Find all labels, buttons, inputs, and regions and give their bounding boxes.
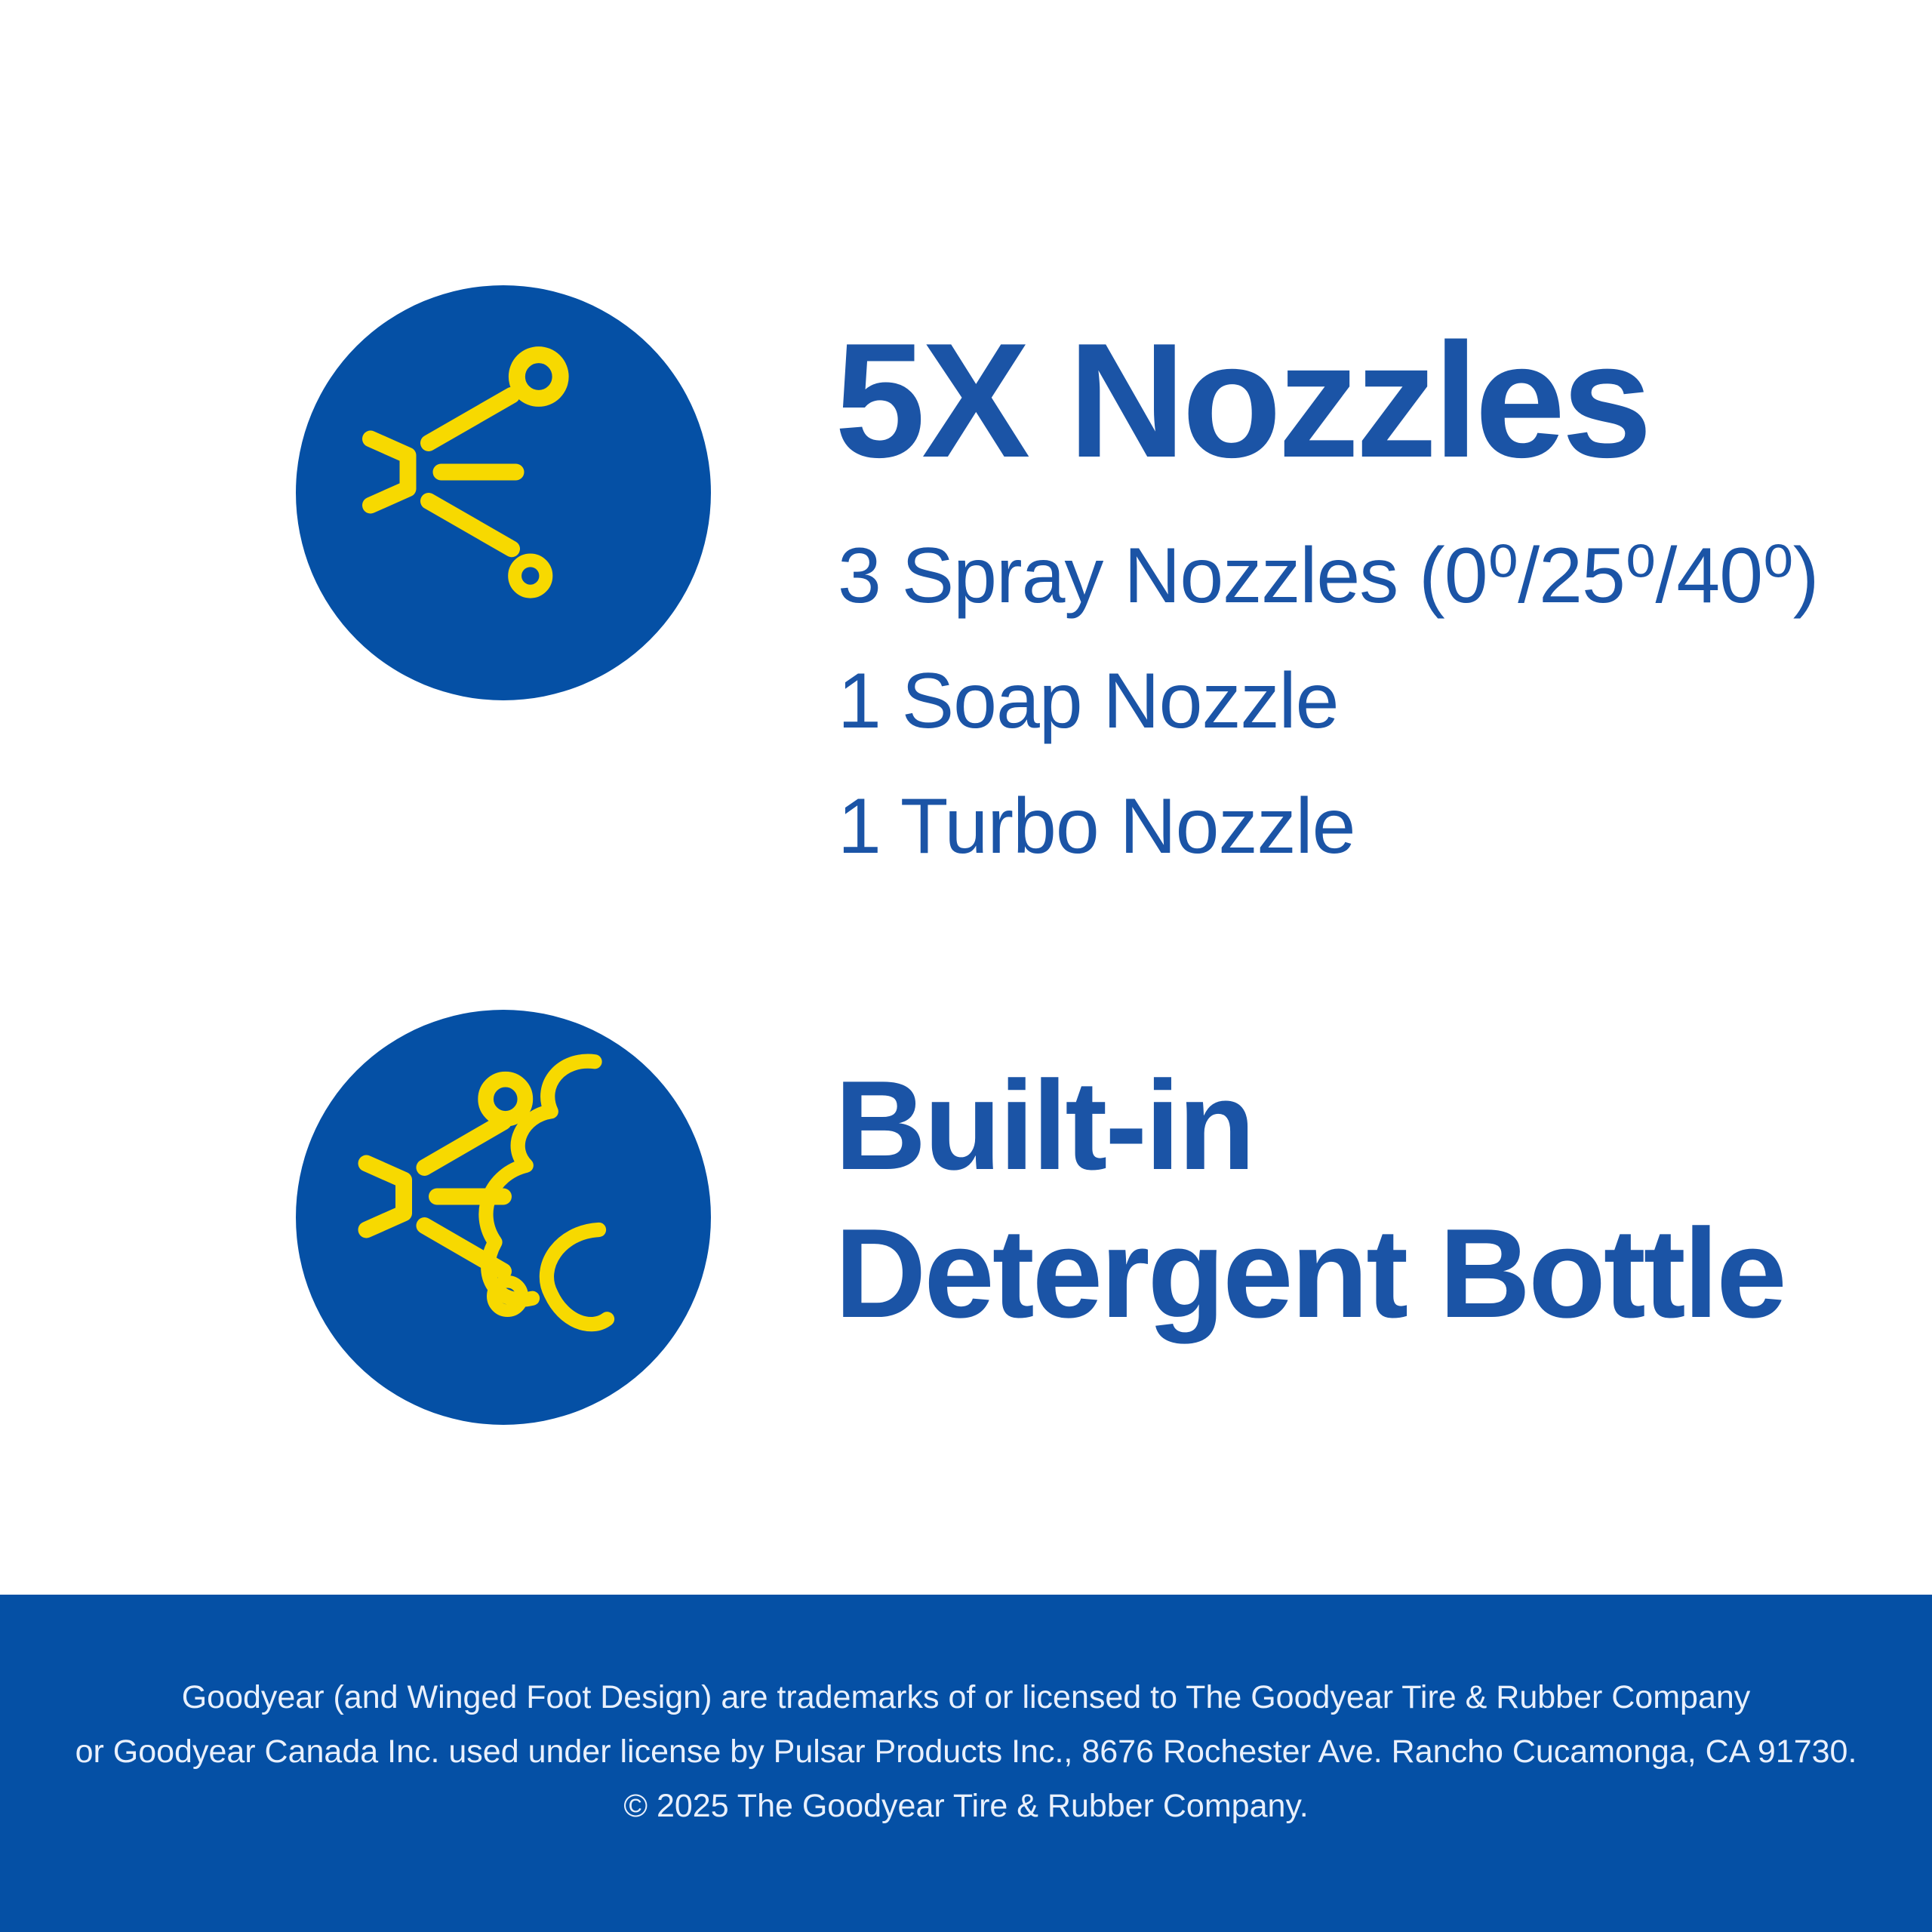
spray-nozzles-icon: [296, 285, 711, 700]
detail-turbo-nozzle: 1 Turbo Nozzle: [838, 783, 1355, 870]
footer-line-1: Goodyear (and Winged Foot Design) are trademarks of or licensed to The Goodyear Tire & Rubber Company: [181, 1679, 1751, 1715]
detergent-bottle-icon: [296, 1010, 711, 1425]
feature-title-detergent-line2: Detergent Bottle: [835, 1202, 1785, 1344]
feature-title-detergent-line1: Built-in: [835, 1054, 1254, 1196]
footer-legal-text: [0, 1595, 1932, 1833]
detail-soap-nozzle: 1 Soap Nozzle: [838, 657, 1339, 745]
footer-line-3: © 2025 The Goodyear Tire & Rubber Company.: [623, 1788, 1309, 1824]
spray-nozzles-icon-svg: [296, 285, 711, 700]
feature-title-nozzles: 5X Nozzles: [835, 309, 1649, 491]
feature-title-detergent: [835, 1051, 1785, 1347]
detail-spray-nozzles: 3 Spray Nozzles (0⁰/25⁰/40⁰): [838, 532, 1819, 620]
footer-line-2: or Goodyear Canada Inc. used under license by Pulsar Products Inc., 8676 Rochester Ave. Rancho Cucamonga, CA 91730.: [75, 1734, 1857, 1770]
footer-legal-bar: [0, 1595, 1932, 1932]
detergent-bottle-icon-svg: [296, 1010, 711, 1425]
feature-details-nozzles: [838, 513, 1818, 889]
